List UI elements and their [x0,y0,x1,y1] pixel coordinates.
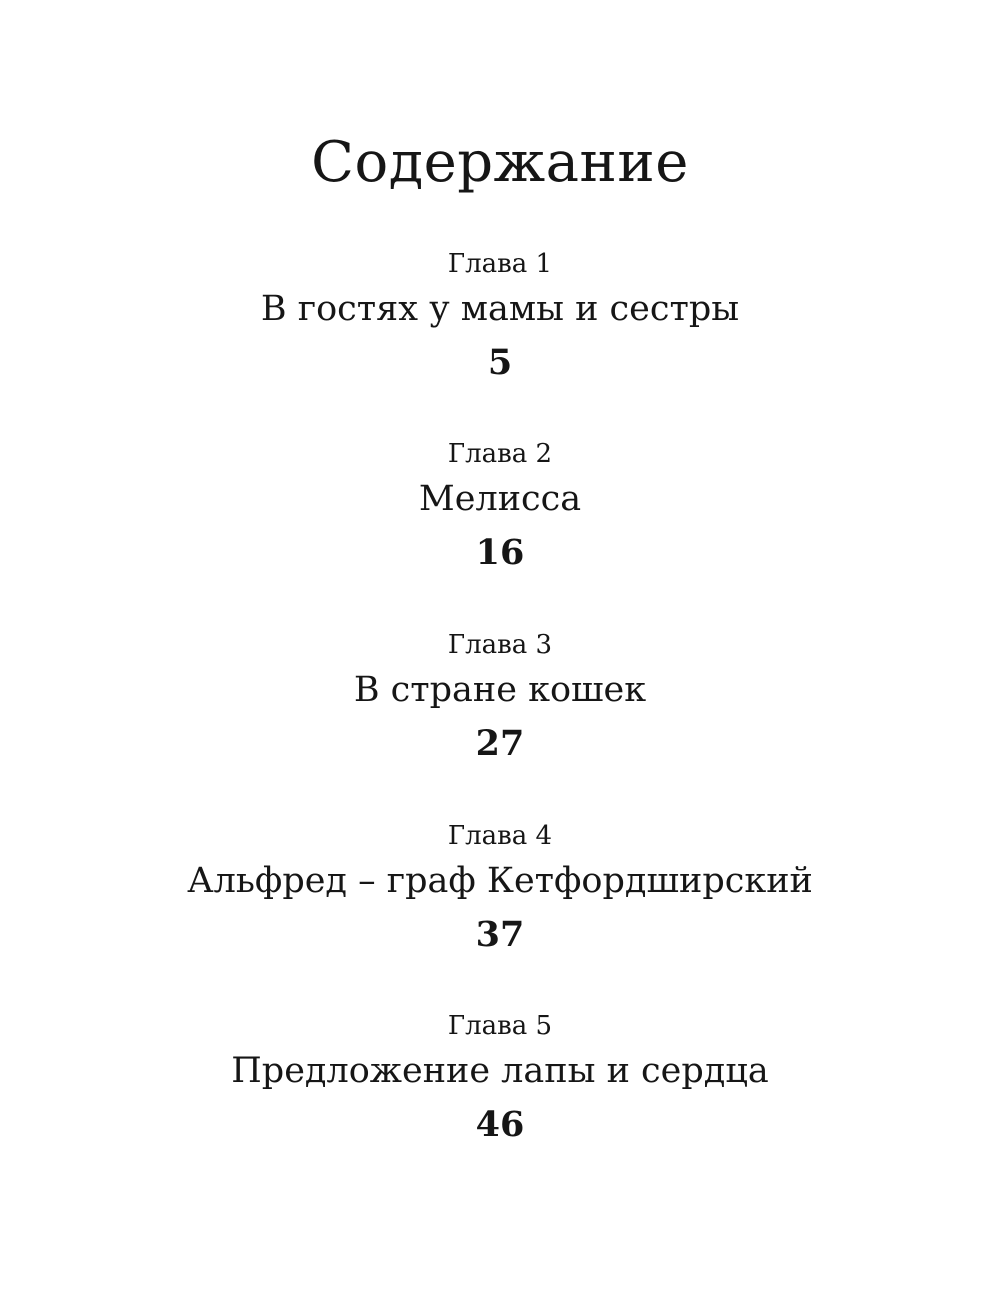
chapter-page-number: 37 [475,914,525,955]
chapter-label: Глава 1 [447,249,553,279]
chapter-title: В гостях у мамы и сестры [260,289,740,329]
toc-entry-chapter-1[interactable] [0,248,1000,386]
chapter-page-number: 16 [475,532,525,573]
toc-entry-chapter-2[interactable] [0,438,1000,576]
chapter-page-number: 27 [475,723,525,764]
chapter-title: Мелисса [418,479,582,519]
chapter-label: Глава 5 [447,1011,553,1041]
chapter-title: В стране кошек [353,670,647,710]
toc-entry-chapter-4[interactable] [0,820,1000,958]
chapter-page-number: 5 [487,342,513,383]
chapter-title: Предложение лапы и сердца [231,1051,769,1091]
chapter-page-number: 46 [475,1104,525,1145]
page-title: Содержание [311,130,689,195]
chapter-label: Глава 3 [447,630,553,660]
chapter-title: Альфред – граф Кетфордширский [187,861,813,901]
chapter-label: Глава 4 [447,821,553,851]
chapter-label: Глава 2 [447,439,553,469]
toc-entry-chapter-5[interactable] [0,1010,1000,1148]
toc-entry-chapter-3[interactable] [0,629,1000,767]
